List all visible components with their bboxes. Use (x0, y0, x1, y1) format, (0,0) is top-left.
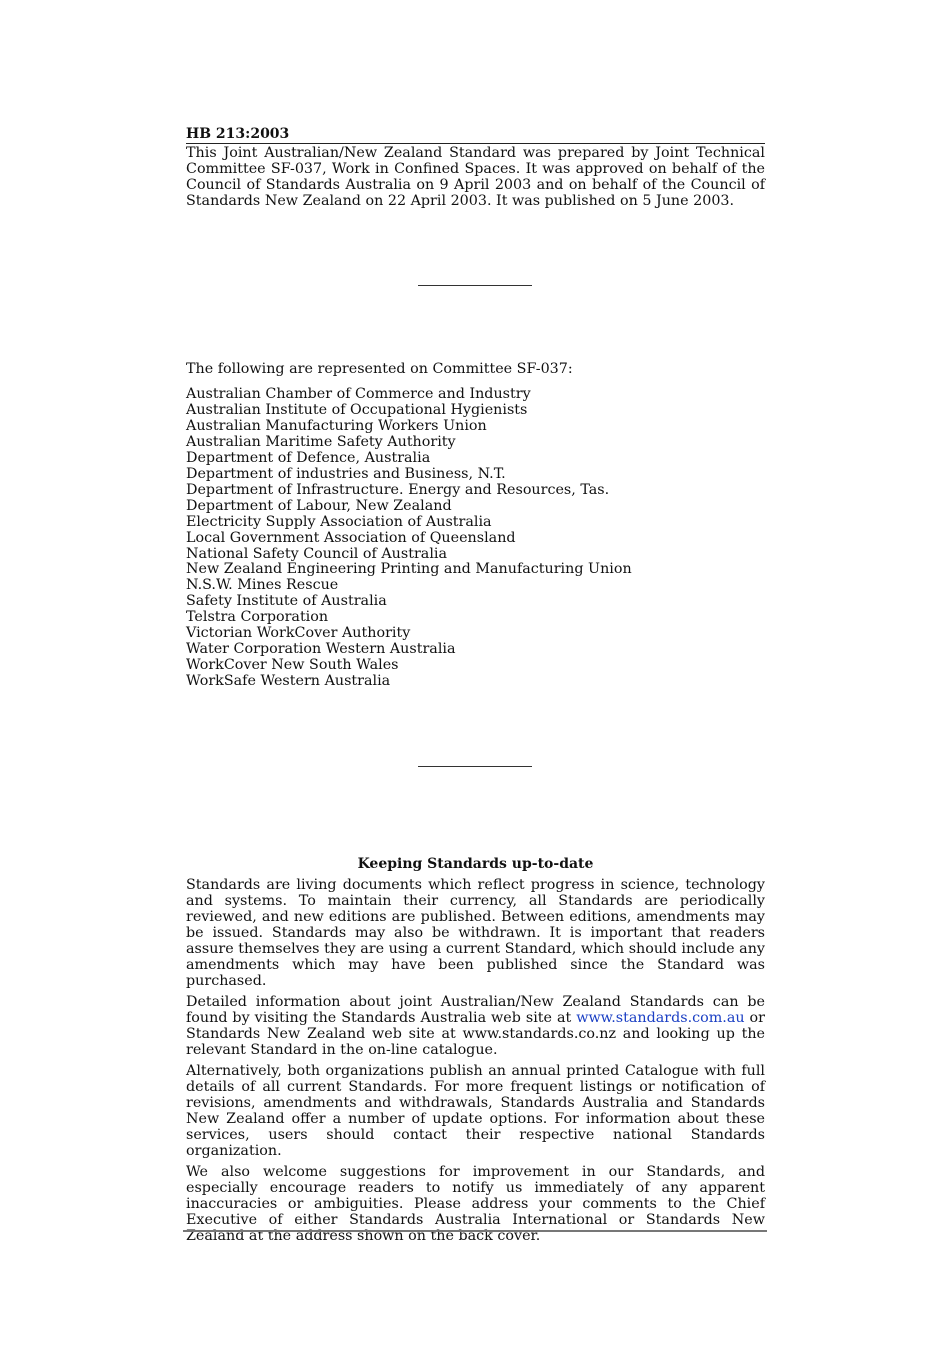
committee-member: Safety Institute of Australia (186, 593, 387, 610)
keeping-standards-section (186, 856, 765, 1249)
committee-heading: The following are represented on Committee SF-037: (186, 361, 573, 377)
committee-member: WorkCover New South Wales (186, 657, 399, 674)
committee-member: Telstra Corporation (186, 609, 329, 626)
intro-paragraph: This Joint Australian/New Zealand Standard was prepared by Joint Technical Committee SF-037, Work in Confined Spaces. It was approved on behalf of the Council of Standards Australia on 9 April 2003 and on behalf of the Council of Standards New Zealand on 22 April 2003. It was published on 5 June 2003. (186, 145, 765, 209)
footer-rule (183, 1230, 767, 1232)
document-code: HB 213:2003 (186, 126, 765, 144)
committee-member: Water Corporation Western Australia (186, 641, 456, 658)
committee-member: N.S.W. Mines Rescue (186, 577, 339, 594)
committee-member: Australian Institute of Occupational Hygienists (186, 401, 528, 418)
paragraph-text: or Standards New Zealand web site at www.standards.co.nz and looking up the relevant Standard in the on-line catalogue. (186, 1010, 765, 1058)
committee-member: Department of Infrastructure. Energy and Resources, Tas. (186, 481, 610, 498)
committee-member: National Safety Council of Australia (186, 545, 447, 562)
committee-member: Australian Manufacturing Workers Union (186, 417, 487, 434)
section-divider (418, 285, 532, 286)
paragraph-text: Detailed information about joint Australian/New Zealand Standards can be found by visiting the Standards Australia web site at (186, 994, 765, 1026)
standards-australia-link[interactable]: www.standards.com.au (576, 1010, 745, 1026)
committee-member: Department of Defence, Australia (186, 449, 431, 466)
committee-member: New Zealand Engineering Printing and Manufacturing Union (186, 561, 632, 578)
section-divider (418, 766, 532, 767)
committee-member: Victorian WorkCover Authority (186, 625, 411, 642)
keeping-paragraph-3: Alternatively, both organizations publish an annual printed Catalogue with full details of all current Standards. For more frequent listings or notification of revisions, amendments and withdrawals, Standards Australia and Standards New Zealand offer a number of update options. For information about these services, users should contact their respective national Standards organization. (186, 1063, 765, 1159)
committee-member: Department of Labour, New Zealand (186, 497, 452, 514)
committee-member-list (186, 387, 632, 690)
keeping-paragraph-1: Standards are living documents which reflect progress in science, technology and systems. To maintain their currency, all Standards are periodically reviewed, and new editions are published. Between editions, amendments may be issued. Standards may also be withdrawn. It is important that readers assure themselves they are using a current Standard, which should include any amendments which may have been published since the Standard was purchased. (186, 877, 765, 989)
keeping-paragraph-2 (186, 994, 765, 1058)
committee-member: Australian Maritime Safety Authority (186, 433, 456, 450)
committee-member: Department of industries and Business, N.T. (186, 465, 506, 482)
keeping-standards-title: Keeping Standards up-to-date (357, 856, 594, 872)
committee-member: Electricity Supply Association of Australia (186, 513, 492, 530)
committee-member: Australian Chamber of Commerce and Industry (186, 386, 531, 402)
committee-member: WorkSafe Western Australia (186, 673, 391, 690)
keeping-paragraph-4: We also welcome suggestions for improvement in our Standards, and especially encourage readers to notify us immediately of any apparent inaccuracies or ambiguities. Please address your comments to the Chief Executive of either Standards Australia International or Standards New Zealand at the address shown on the back cover. (186, 1164, 765, 1244)
committee-member: Local Government Association of Queensland (186, 529, 516, 546)
